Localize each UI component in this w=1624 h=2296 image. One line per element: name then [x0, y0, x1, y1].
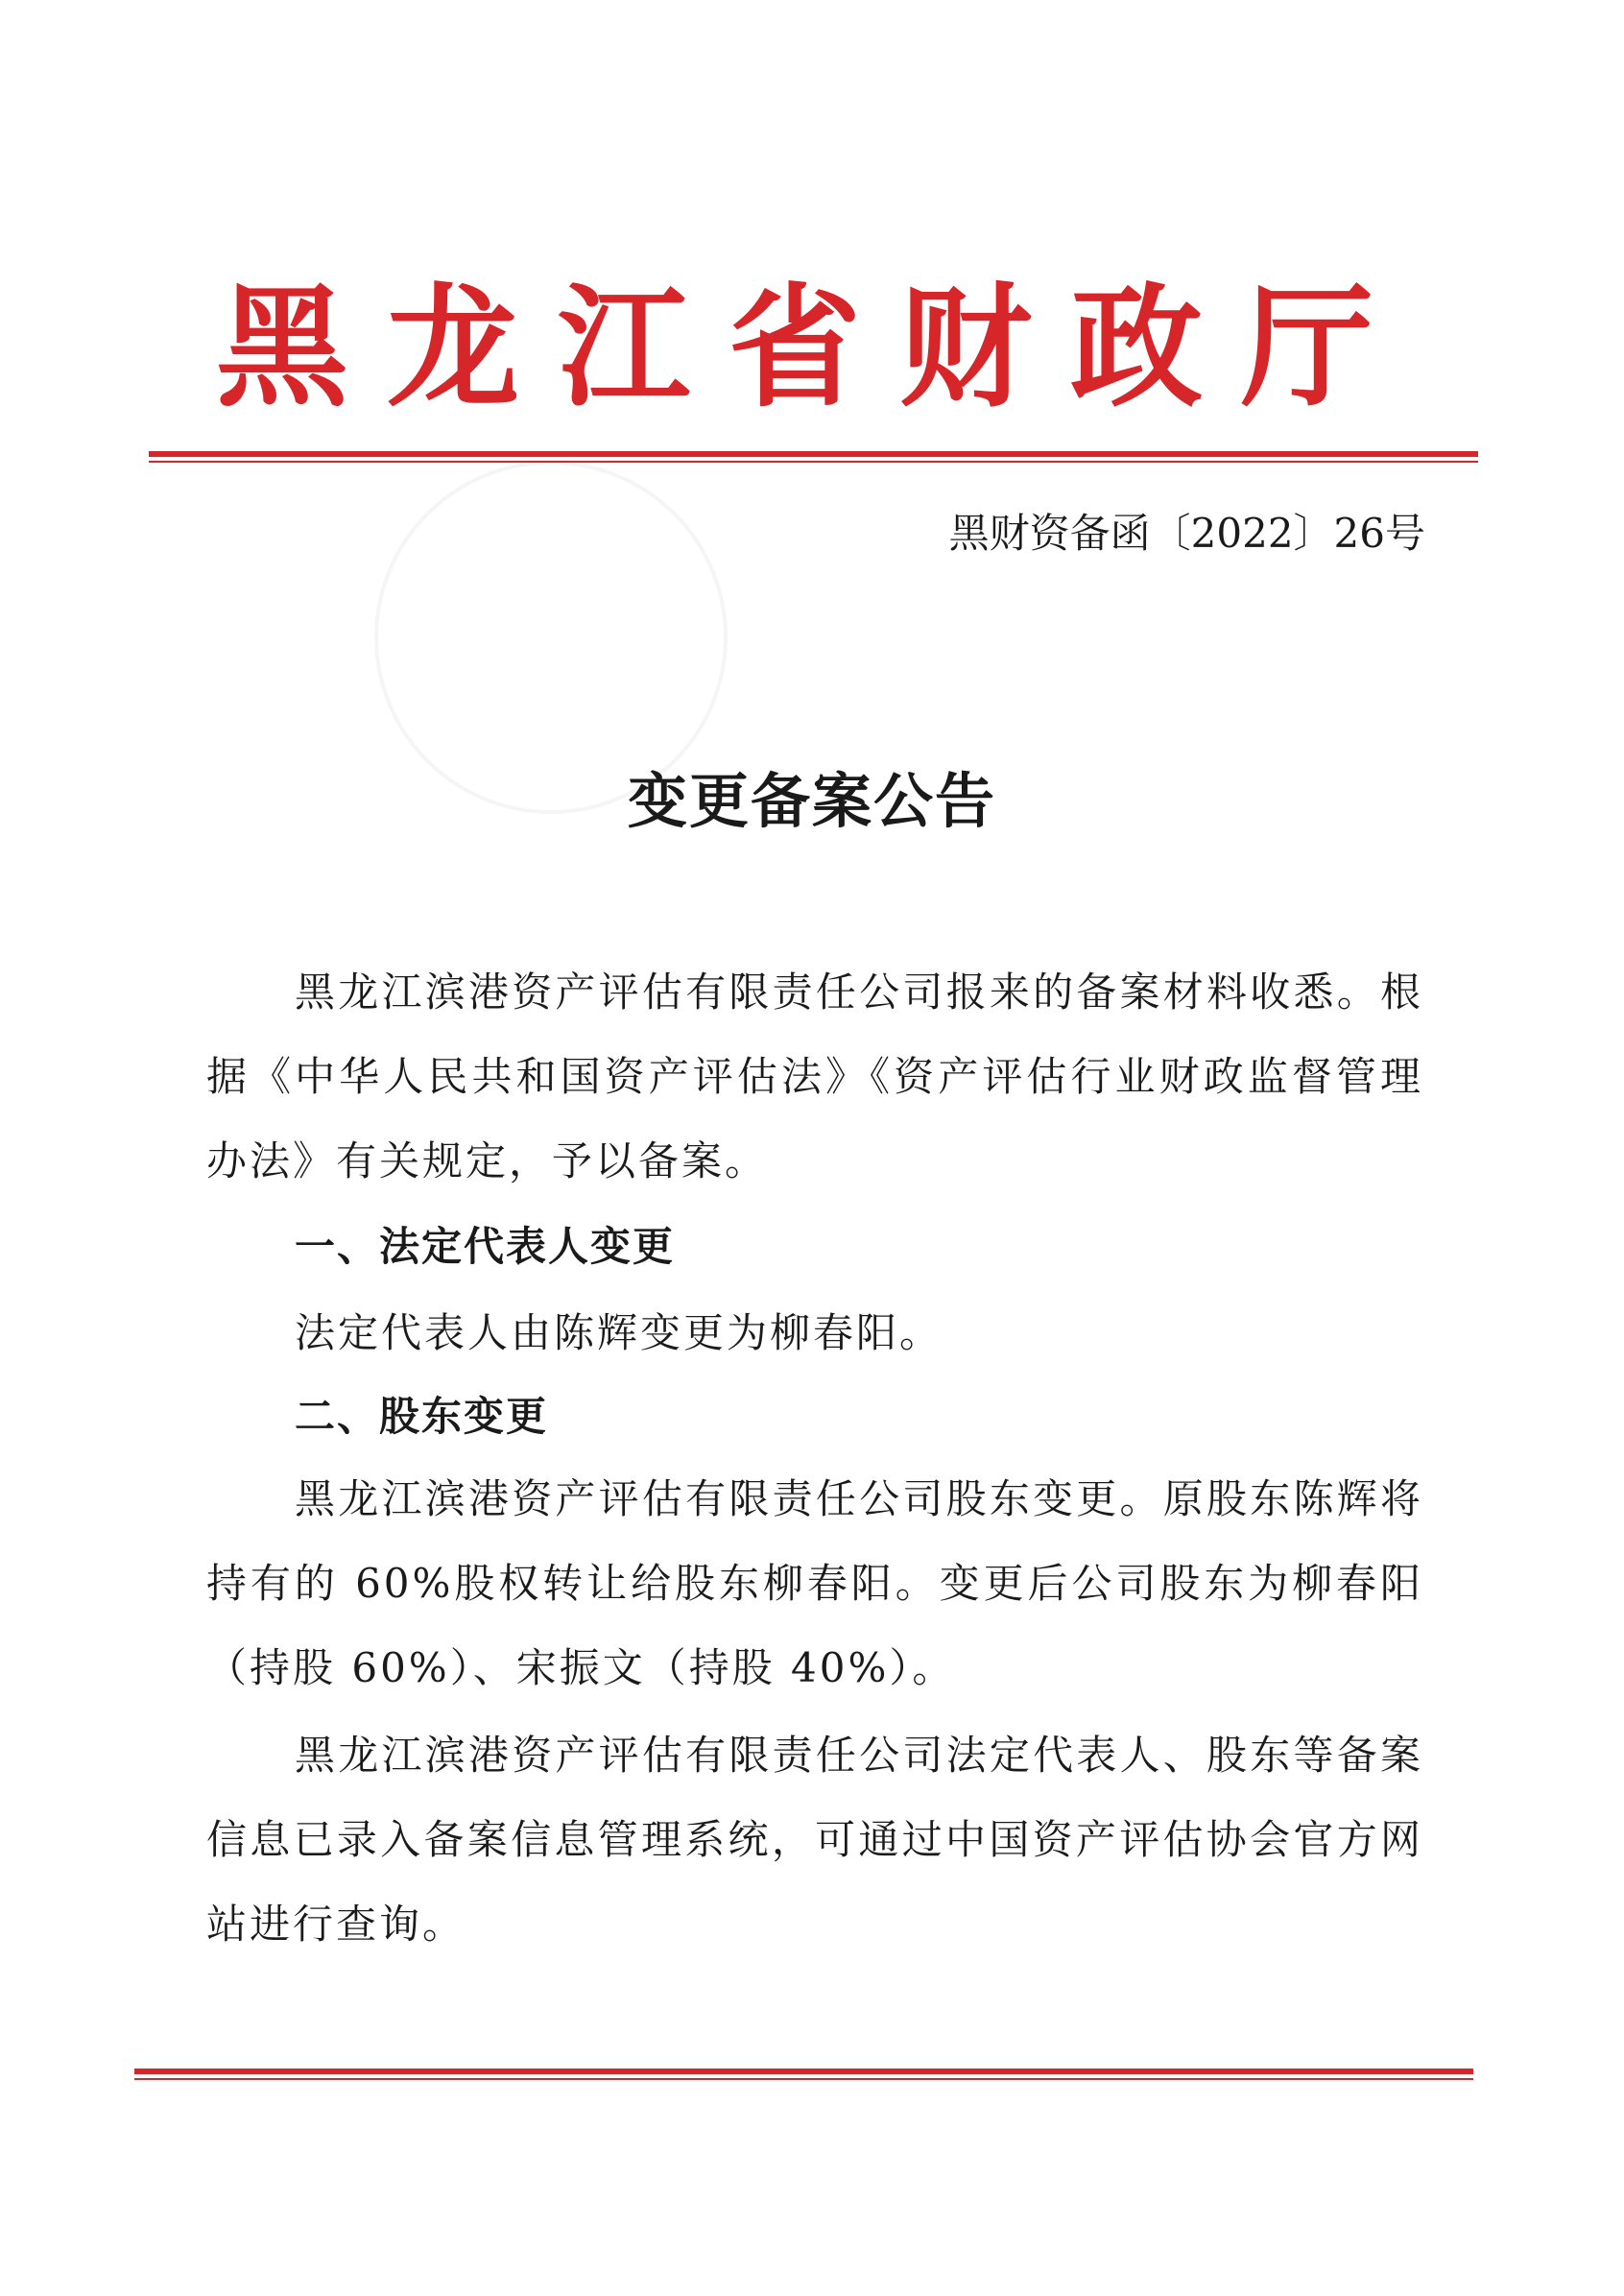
- header-rule-thin: [149, 461, 1478, 463]
- section-2-heading: 二、股东变更: [295, 1393, 549, 1440]
- section-2-text: 黑龙江滨港资产评估有限责任公司股东变更。原股东陈辉将持有的 60%股权转让给股东柳春阳。变更后公司股东为柳春阳（持股 60%）、宋振文（持股 40%）。: [206, 1475, 1423, 1691]
- header-rule-thick: [149, 451, 1478, 457]
- document-number: 黑财资备函〔2022〕26号: [948, 510, 1425, 557]
- document-title: 变更备案公告: [627, 766, 996, 836]
- section-1-text: 法定代表人由陈辉变更为柳春阳。: [295, 1309, 943, 1356]
- section-2-heading-block: [206, 1375, 1423, 1459]
- section-2-body: [206, 1457, 1423, 1710]
- section-1-heading-block: [206, 1205, 1423, 1289]
- faded-official-seal: [374, 461, 728, 814]
- intro-text: 黑龙江滨港资产评估有限责任公司报来的备案材料收悉。根据《中华人民共和国资产评估法》《资产评估行业财政监督管理办法》有关规定，予以备案。: [206, 969, 1423, 1184]
- closing-paragraph: [206, 1713, 1423, 1967]
- section-1-body: [206, 1291, 1423, 1375]
- section-1-heading: 一、法定代表人变更: [295, 1223, 676, 1270]
- agency-header: 黑龙江省财政厅: [216, 271, 1413, 425]
- footer-rule-thin: [134, 2078, 1473, 2080]
- intro-paragraph: [206, 950, 1423, 1204]
- footer-rule-thick: [134, 2069, 1473, 2074]
- closing-text: 黑龙江滨港资产评估有限责任公司法定代表人、股东等备案信息已录入备案信息管理系统，可通过中国资产评估协会官方网站进行查询。: [206, 1732, 1423, 1948]
